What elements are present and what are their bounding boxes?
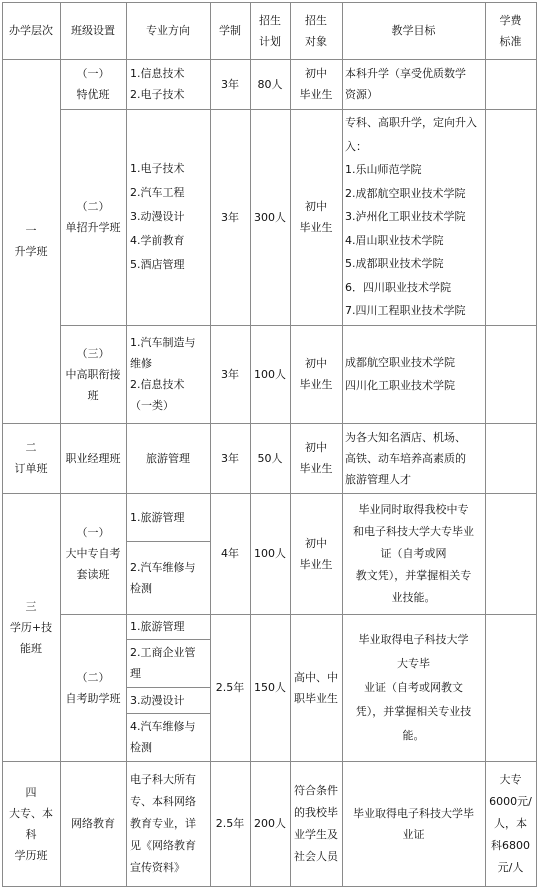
- section3-row1-goal: 毕业同时取得我校中专 和电子科技大学大专毕业 证（自考或网 教文凭），并掌握相关专 业技能。: [353, 502, 474, 604]
- section1-level: 一 升学班: [14, 224, 48, 258]
- section4-goal: 毕业取得电子科技大学毕 业证: [353, 806, 474, 841]
- section3-row1-major-1: 1.旅游管理: [130, 510, 185, 524]
- section4-major: 电子科大所有 专、本科网络 教育专业，详 见《网络教育 宣传资料》: [130, 772, 196, 874]
- section3-row2-class: （二） 自考助学班: [65, 670, 121, 705]
- section1-row1-major: 1.信息技术 2.电子技术: [130, 67, 185, 101]
- section2-plan: 50人: [257, 451, 283, 465]
- section1-row3-class: （三） 中高职衔接 班: [65, 346, 121, 402]
- section1-row3-major: 1.汽车制造与 维修 2.信息技术 （一类）: [130, 336, 196, 412]
- section2-major: 旅游管理: [146, 451, 190, 465]
- section1-row1-years: 3年: [221, 77, 239, 91]
- section2-years: 3年: [221, 451, 239, 465]
- section1-row3-plan: 100人: [254, 367, 286, 381]
- section3-row1-target: 初中 毕业生: [299, 536, 333, 571]
- section1-row2-major: 1.电子技术 2.汽车工程 3.动漫设计 4.学前教育 5.酒店管理: [130, 162, 185, 271]
- header-target: 招生 对象: [305, 13, 327, 48]
- header-fee: 学费 标准: [499, 13, 522, 48]
- section3-row2-plan: 150人: [254, 681, 286, 694]
- header-class: 班级设置: [71, 24, 115, 37]
- section4-years: 2.5年: [215, 817, 245, 830]
- section1-row2-class: （二） 单招升学班: [65, 200, 121, 234]
- section2-level: 二 订单班: [14, 441, 48, 475]
- section2-class: 职业经理班: [65, 451, 121, 465]
- header-plan: 招生 计划: [259, 13, 281, 48]
- header-goal: 教学目标: [391, 24, 436, 37]
- section1-row3-goal: 成都航空职业技术学院 四川化工职业技术学院: [345, 356, 455, 392]
- section2-goal: 为各大知名酒店、机场、 高铁、动车培养高素质的 旅游管理人才: [345, 430, 466, 486]
- section4-target: 符合条件 的我校毕 业学生及 社会人员: [294, 783, 338, 863]
- section3-row2-major-2: 2.工商企业管 理: [130, 646, 196, 680]
- section1-row2-years: 3年: [221, 210, 239, 224]
- grid-line: [485, 2, 486, 887]
- section4-fee: 大专 6000元/ 人，本 科6800 元/人: [489, 772, 532, 874]
- grid-line: [2, 886, 537, 887]
- header-years: 学制: [219, 24, 241, 37]
- header-level: 办学层次: [9, 24, 53, 37]
- section1-row2-goal: 专科、高职升学，定向升入 入： 1.乐山师范学院 2.成都航空职业技术学院 3.泸州化工职业技术学院 4.眉山职业技术学院 5.成都职业技术学院 6．四川职业技术学院 7.四川工程职业技术学院: [345, 116, 477, 318]
- section3-row1-plan: 100人: [254, 547, 286, 560]
- section1-row3-years: 3年: [221, 367, 239, 381]
- section3-row1-class: （一） 大中专自考 套读班: [65, 526, 121, 581]
- section4-level: 四 大专、本 科 学历班: [9, 785, 53, 862]
- section2-target: 初中 毕业生: [299, 441, 333, 475]
- section1-row1-plan: 80人: [257, 77, 283, 91]
- grid-line: [536, 2, 537, 887]
- section1-row3-target: 初中 毕业生: [299, 357, 333, 391]
- section4-plan: 200人: [254, 817, 286, 830]
- section1-row1-goal: 本科升学（享受优质数学 资源）: [345, 67, 466, 101]
- section3-row2-years: 2.5年: [215, 681, 245, 694]
- section3-row2-major-4: 4.汽车维修与 检测: [130, 720, 196, 754]
- enrollment-table: [2, 2, 537, 887]
- section1-row1-class: （一） 特优班: [76, 67, 110, 101]
- section3-row1-years: 4年: [221, 547, 239, 560]
- section3-level: 三 学历+技 能班: [9, 599, 53, 655]
- section3-row2-major-3: 3.动漫设计: [130, 693, 185, 707]
- section4-class: 网络教育: [71, 817, 115, 830]
- section1-row2-plan: 300人: [254, 210, 286, 224]
- section3-row2-target: 高中、中 职毕业生: [294, 670, 338, 705]
- section3-row2-goal: 毕业取得电子科技大学 大专毕 业证（自考或网教文 凭），并掌握相关专业技 能。: [355, 632, 472, 742]
- section3-row1-major-2: 2.汽车维修与 检测: [130, 560, 196, 595]
- section1-row2-target: 初中 毕业生: [299, 200, 333, 234]
- section1-row1-target: 初中 毕业生: [299, 67, 333, 101]
- header-major: 专业方向: [146, 24, 190, 37]
- section3-row2-major-1: 1.旅游管理: [130, 620, 185, 633]
